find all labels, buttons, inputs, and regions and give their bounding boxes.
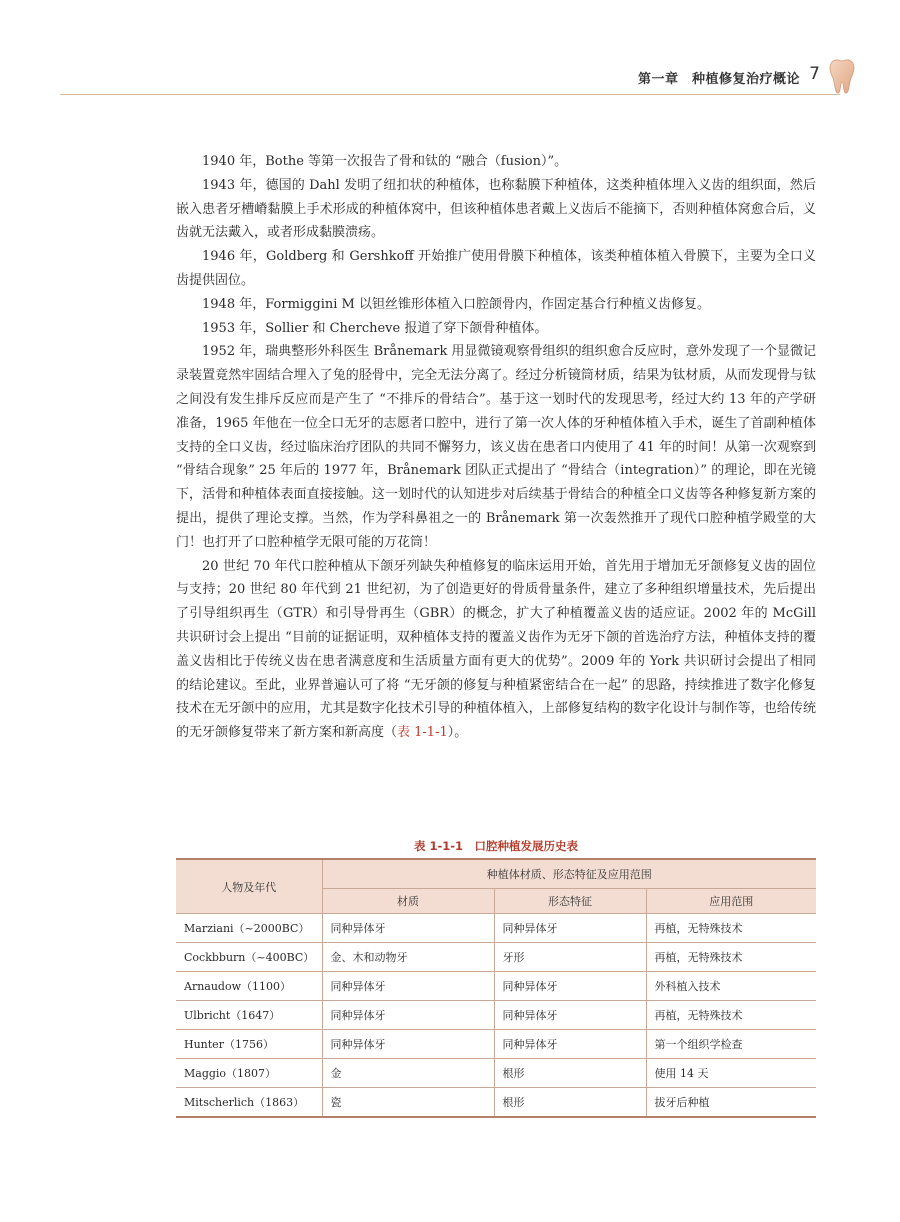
cell-shape: 根形 [494,1088,646,1118]
paragraph: 1940 年，Bothe 等第一次报告了骨和钛的 “融合（fusion）”。 [202,154,568,169]
cell-shape: 同种异体牙 [494,972,646,1001]
body-text [176,150,816,745]
running-header [0,52,900,94]
cell-scope: 再植，无特殊技术 [646,1001,816,1030]
cell-material: 金 [322,1059,494,1088]
paragraph: 1952 年，瑞典整形外科医生 Brånemark 用显微镜观察骨组织的组织愈合反应时，意外发现了一个显微记录装置竟然牢固结合埋入了兔的胫骨中，完全无法分离了。经过分析镜筒材质，结果为钛材质，从而发现骨与钛之间没有发生排斥反应而是产生了 “不排斥的骨结合”。基于这一划时代的发现思考，经过大约 13 年的产学研准备，1965 年他在一位全口无牙的志愿者口腔中，进行了第一次人体的牙种植体植入手术，诞生了首副种植体支持的全口义齿，经过临床治疗团队的共同不懈努力，该义齿在患者口内使用了 41 年的时间！从第一次观察到 “骨结合现象” 25 年后的 1977 年，Brånemark 团队正式提出了 “骨结合（integration）” 的理论，即在光镜下，活骨和种植体表面直接接触。这一划时代的认知进步对后续基于骨结合的种植全口义齿等各种修复新方案的提出，提供了理论支撑。当然，作为学科鼻祖之一的 Brånemark 第一次轰然推开了现代口腔种植学殿堂的大门！也打开了口腔种植学无限可能的万花筒！ [176,344,816,550]
table-caption: 表 1-1-1 口腔种植发展历史表 [413,839,579,853]
cell-person: Arnaudow（1100） [176,972,322,1001]
cell-material: 同种异体牙 [322,1030,494,1059]
table-reference-link[interactable]: 表 1-1-1 [397,725,448,741]
history-table [176,858,816,1118]
cell-scope: 再植，无特殊技术 [646,914,816,943]
paragraph: 1953 年，Sollier 和 Chercheve 报道了穿下颌骨种植体。 [202,320,548,336]
paragraph: 1946 年，Goldberg 和 Gershkoff 开始推广使用骨膜下种植体，该类种植体植入骨膜下，主要为全口义齿提供固位。 [176,249,816,288]
cell-shape: 牙形 [494,943,646,972]
cell-person: Marziani（~2000BC） [176,914,322,943]
cell-scope: 拔牙后种植 [646,1088,816,1118]
table-row [176,943,816,972]
column-group-header: 种植体材质、形态特征及应用范围 [322,859,816,889]
cell-shape: 同种异体牙 [494,914,646,943]
paragraph: 20 世纪 70 年代口腔种植从下颌牙列缺失种植修复的临床运用开始，首先用于增加无牙颌修复义齿的固位与支持；20 世纪 80 年代到 21 世纪初，为了创造更好的骨质骨量条件，建立了多种组织增量技术，先后提出了引导组织再生（GTR）和引导骨再生（GBR）的概念，扩大了种植覆盖义齿的适应证。2002 年的 McGill 共识研讨会上提出 “目前的证据证明，双种植体支持的覆盖义齿作为无牙下颌的首选治疗方法，种植体支持的覆盖义齿相比于传统义齿在患者满意度和生活质量方面有更大的优势”。2009 年的 York 共识研讨会提出了相同的结论建议。至此，业界普遍认可了将 “无牙颌的修复与种植紧密结合在一起” 的思路，持续推进了数字化修复技术在无牙颌中的应用，尤其是数字化技术引导的种植体植入，上部修复结构的数字化设计与制作等，也给传统的无牙颌修复带来了新方案和新高度（表 1-1-1）。 [176,558,816,741]
cell-person: Ulbricht（1647） [176,1001,322,1030]
table-row [176,1088,816,1118]
cell-scope: 外科植入技术 [646,972,816,1001]
cell-shape: 同种异体牙 [494,1001,646,1030]
column-header-person: 人物及年代 [176,859,322,914]
column-header-shape: 形态特征 [494,889,646,914]
cell-scope: 再植，无特殊技术 [646,943,816,972]
cell-material: 同种异体牙 [322,972,494,1001]
table-row [176,914,816,943]
cell-scope: 使用 14 天 [646,1059,816,1088]
paragraph: 1948 年，Formiggini M 以钽丝锥形体植入口腔颌骨内，作固定基合行种植义齿修复。 [202,296,710,312]
column-header-material: 材质 [322,889,494,914]
header-rule [60,94,840,95]
running-header-title: 第一章 种植修复治疗概论 [637,72,800,87]
cell-shape: 根形 [494,1059,646,1088]
tooth-icon [828,58,856,96]
column-header-scope: 应用范围 [646,889,816,914]
cell-material: 同种异体牙 [322,914,494,943]
cell-material: 瓷 [322,1088,494,1118]
cell-material: 金、木和动物牙 [322,943,494,972]
paragraph: 1943 年，德国的 Dahl 发明了纽扣状的种植体，也称黏膜下种植体，这类种植体埋入义齿的组织面，然后嵌入患者牙槽嵴黏膜上手术形成的种植体窝中，但该种植体患者戴上义齿后不能摘下，否则种植体窝愈合后，义齿就无法戴入，或者形成黏膜溃疡。 [176,177,816,241]
cell-person: Mitscherlich（1863） [176,1088,322,1118]
table-row [176,972,816,1001]
table-row [176,1030,816,1059]
cell-material: 同种异体牙 [322,1001,494,1030]
cell-person: Maggio（1807） [176,1059,322,1088]
cell-scope: 第一个组织学检查 [646,1030,816,1059]
cell-person: Hunter（1756） [176,1030,322,1059]
page-number: 7 [809,64,820,84]
table-row [176,1001,816,1030]
cell-shape: 同种异体牙 [494,1030,646,1059]
table-row [176,1059,816,1088]
cell-person: Cockbburn（~400BC） [176,943,322,972]
